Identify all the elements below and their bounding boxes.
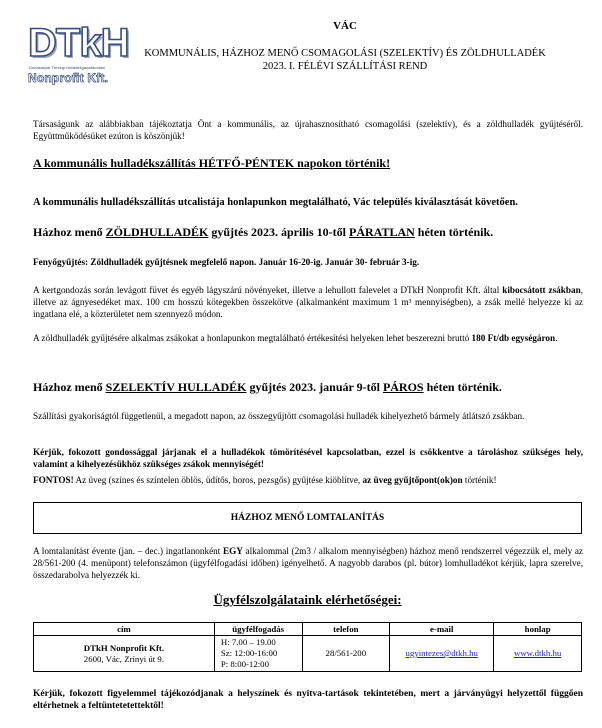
zold-heading-mid: gyűjtés 2023. április 10-től [208,225,350,239]
szelektiv-heading-mid: gyűjtés 2023. január 9-től [246,380,383,394]
szelektiv-heading-post: héten történik. [423,380,502,394]
col-header-hours: ügyfélfogadás [214,623,302,636]
fontos-label: FONTOS! [33,475,74,485]
hours-cell [214,636,302,672]
zold-paragraph-2 [33,332,583,344]
zold-heading-pre: Házhoz menő [33,225,106,239]
zold-p1-bag: kibocsátott zsákban [502,285,581,295]
contacts-title: Ügyfélszolgálataink elérhetőségei: [213,592,402,607]
company-address: 2600, Vác, Zrínyi út 9. [83,653,165,664]
hours-friday: P: 8:00-12:00 [220,659,269,669]
lomtalanitas-paragraph [33,545,583,581]
lom-p-egy: EGY [222,546,243,556]
col-header-email: e-mail [390,623,494,636]
kommunalis-utcalista: A kommunális hulladékszállítás utcalistája honlapunkon megtalálható, Vác település kiválasztását követően. [33,197,518,208]
szelektiv-fontos [33,474,583,486]
col-header-phone: telefon [302,623,390,636]
zold-paragraph-1 [33,284,583,320]
szelektiv-heading-pre: Házhoz menő [33,380,106,394]
hours-monday: H: 7.00 – 19.00 [220,637,276,647]
table-row [34,636,582,672]
zold-p1-c: , illetve az ágnyesedéket max. 100 cm hosszú kötegekben összekötve (alkalmanként maximum 1 m³ mennyiségben), a zsák mellé helyezze ki az ingatlana elé, a közterületet nem szennyező módon. [33,285,583,319]
company-name: DTkH Nonprofit Kft. [83,642,165,653]
lom-p-c: alkalommal (2m3 / alkalom mennyiségben) házhoz menő rendszerrel végezzük el, mely az 28/561-200 (4. menüpont) telefonszámon (ügyfélfogadási időben) igényelhető. A nagyobb darabos (pl. bútor) lomhulladékot kérjük, lapra szerelve, összedarabolva helyezzék ki. [33,546,583,580]
web-cell [494,636,582,672]
email-cell [390,636,494,672]
zold-heading-post: héten történik. [414,225,494,239]
szelektiv-heading [33,381,583,393]
zold-heading-type: ZÖLDHULLADÉK [105,225,209,239]
doc-subtitle-1: KOMMUNÁLIS, HÁZHOZ MENŐ CSOMAGOLÁSI (SZELEKTÍV) ÉS ZÖLDHULLADÉK [144,48,546,59]
footer-note: Kérjük, fokozott figyelemmel tájékozódjanak a helyszínek és nyitva-tartások tekintetében, mert a járványügyi helyzettől függően eltérhetnek a feltüntetetettektől! [33,689,583,711]
szelektiv-heading-week: PÁROS [382,380,424,394]
kommunalis-heading [33,157,583,169]
lom-p-a: A lomtalanítást évente (jan. – dec.) ingatlanonként [33,546,223,556]
kommunalis-heading-pre: A kommunális hulladékszállítás [33,156,199,170]
fenyo-gyujtes: Fenyőgyűjtés: Zöldhulladék gyűjtésnek megfelelő napon. Január 16-20-ig. Január 30- február 3-ig. [33,257,420,267]
zold-p1-a: A kertgondozás során levágott füvet és egyéb lágyszárú növényeket, illetve a lehullott falevelet a DTkH Nonprofit Kft. által [33,285,503,295]
logo-tagline: Dunakanyar Térségi Hulladékgazdálkodási [29,65,105,70]
logo-wordmark: DTkH [28,21,129,65]
email-link[interactable]: ugyintezes@dtkh.hu [405,648,478,658]
contacts-table [33,622,582,672]
lomtalanitas-title: HÁZHOZ MENŐ LOMTALANÍTÁS [230,513,385,523]
zold-p2-c: . [555,333,558,343]
kommunalis-heading-post: napokon történik! [294,156,391,170]
lomtalanitas-box [33,502,582,534]
zold-p2-price: 180 Ft/db egységáron [471,333,556,343]
dtkh-logo [28,20,129,86]
hours-wednesday: Sz: 12:00-16:00 [220,648,278,658]
fontos-text: Az üveg (színes és színtelen öblös, üdítős, boros, pezsgős) gyűjtése kiöblítve, [73,475,363,485]
zold-heading [33,226,583,238]
szelektiv-heading-type: SZELEKTÍV HULLADÉK [105,380,247,394]
kommunalis-heading-days: HÉTFŐ-PÉNTEK [198,156,295,170]
intro-paragraph: Társaságunk az alábbiakban tájékoztatja Önt a kommunális, az újrahasznosítható csomagolási (szelektív), és a zöldhulladék gyűjtéséről. Együttműködésüket ezúton is köszönjük! [33,119,583,141]
doc-title: VÁC [333,20,357,32]
zold-heading-week: PÁRATLAN [349,225,415,239]
logo-nonprofit: Nonprofit Kft. [28,71,109,85]
website-link[interactable]: www.dtkh.hu [513,648,562,658]
phone-cell: 28/561-200 [302,636,390,672]
fontos-end: történik! [462,475,497,485]
contacts-header-row [34,623,582,636]
szelektiv-paragraph-1: Szállítási gyakoriságtól függetlenül, a megadott napon, az összegyűjtött csomagolási hulladék kihelyezhető bármely átlátszó zsákban. [33,411,525,421]
fontos-glass-point: az üveg gyűjtőpont(ok)on [362,475,463,485]
col-header-web: honlap [494,623,582,636]
doc-subtitle-2: 2023. I. FÉLÉVI SZÁLLÍTÁSI REND [262,61,428,72]
address-cell [34,636,215,672]
szelektiv-paragraph-2: Kérjük, fokozott gondossággal járjanak el a hulladékok tömörítésével kapcsolatban, ezzel is csökkentve a tároláshoz szükséges hely, valamint a kihelyezésükhöz szükséges zsákok mennyiségét! [33,447,583,469]
zold-p2-a: A zöldhulladék gyűjtésére alkalmas zsákokat a honlapunkon megtalálható értékesítési helyeken lehet beszerezni bruttó [33,333,472,343]
col-header-address: cím [34,623,215,636]
